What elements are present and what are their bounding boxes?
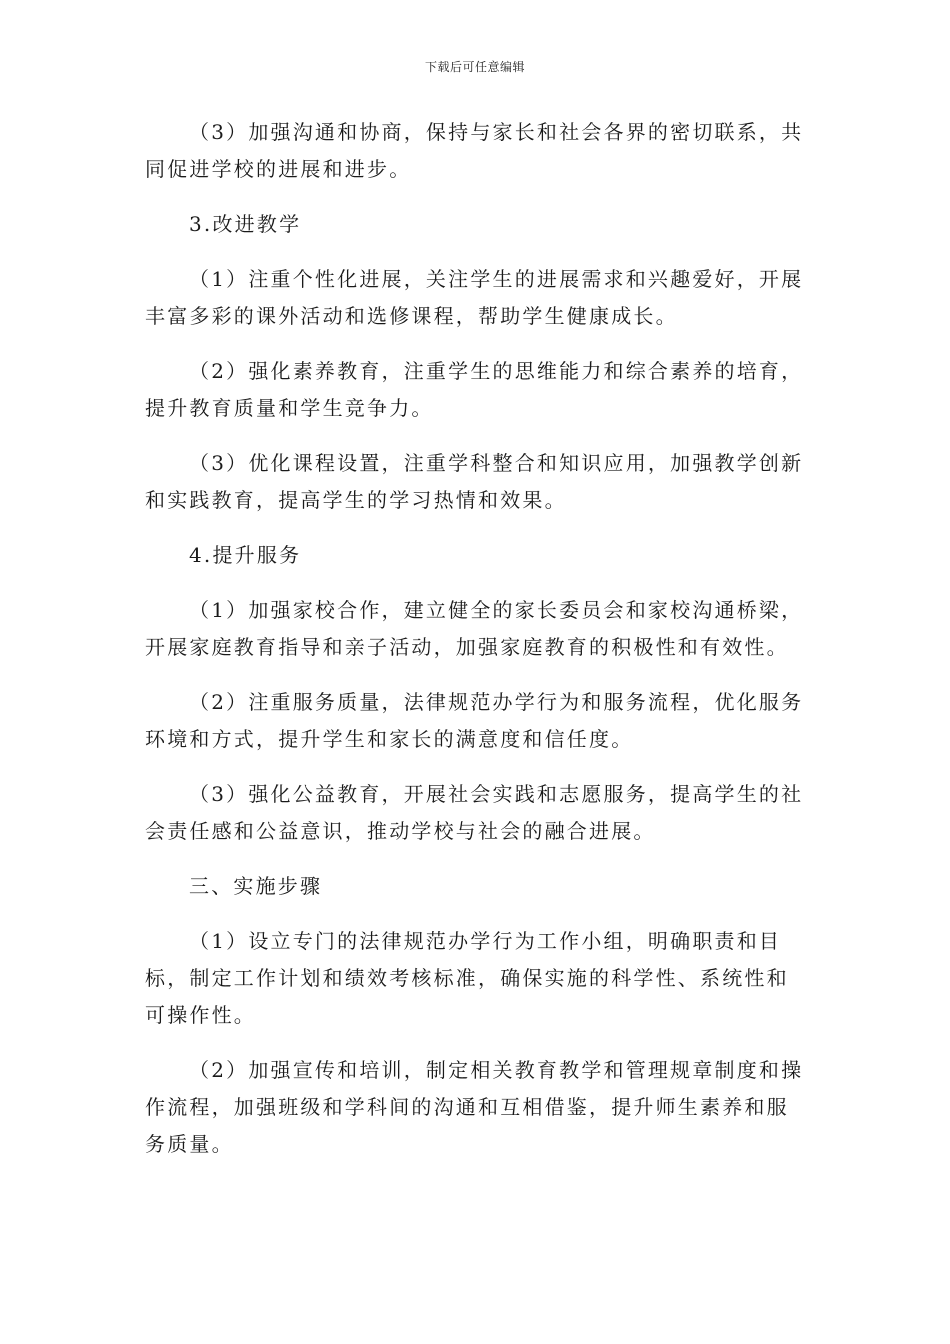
paragraph-personalized-development: （1）注重个性化进展，关注学生的进展需求和兴趣爱好，开展丰富多彩的课外活动和选修课程，帮助学生健康成长。 (145, 267, 804, 328)
section-heading-improve-service: 4.提升服务 (189, 543, 302, 567)
paragraph-public-welfare: （3）强化公益教育，开展社会实践和志愿服务，提高学生的社会责任感和公益意识，推动学校与社会的融合进展。 (145, 782, 804, 843)
section-heading-improve-teaching: 3.改进教学 (189, 212, 302, 236)
paragraph-home-school: （1）加强家校合作，建立健全的家长委员会和家校沟通桥梁，开展家庭教育指导和亲子活动，加强家庭教育的积极性和有效性。 (145, 598, 804, 659)
document-body (145, 114, 810, 1181)
paragraph-quality-education: （2）强化素养教育，注重学生的思维能力和综合素养的培育，提升教育质量和学生竞争力。 (145, 359, 804, 420)
paragraph-curriculum: （3）优化课程设置，注重学科整合和知识应用，加强教学创新和实践教育，提高学生的学习热情和效果。 (145, 451, 804, 512)
paragraph-training: （2）加强宣传和培训，制定相关教育教学和管理规章制度和操作流程，加强班级和学科间的沟通和互相借鉴，提升师生素养和服务质量。 (145, 1058, 804, 1156)
paragraph-working-group: （1）设立专门的法律规范办学行为工作小组，明确职责和目标，制定工作计划和绩效考核标准，确保实施的科学性、系统性和可操作性。 (145, 929, 789, 1027)
paragraph-communication: （3）加强沟通和协商，保持与家长和社会各界的密切联系，共同促进学校的进展和进步。 (145, 120, 804, 181)
paragraph-service-quality: （2）注重服务质量，法律规范办学行为和服务流程，优化服务环境和方式，提升学生和家长的满意度和信任度。 (145, 690, 804, 751)
section-heading-implementation: 三、实施步骤 (189, 874, 323, 898)
page-header: 下载后可任意编辑 (424, 60, 525, 74)
